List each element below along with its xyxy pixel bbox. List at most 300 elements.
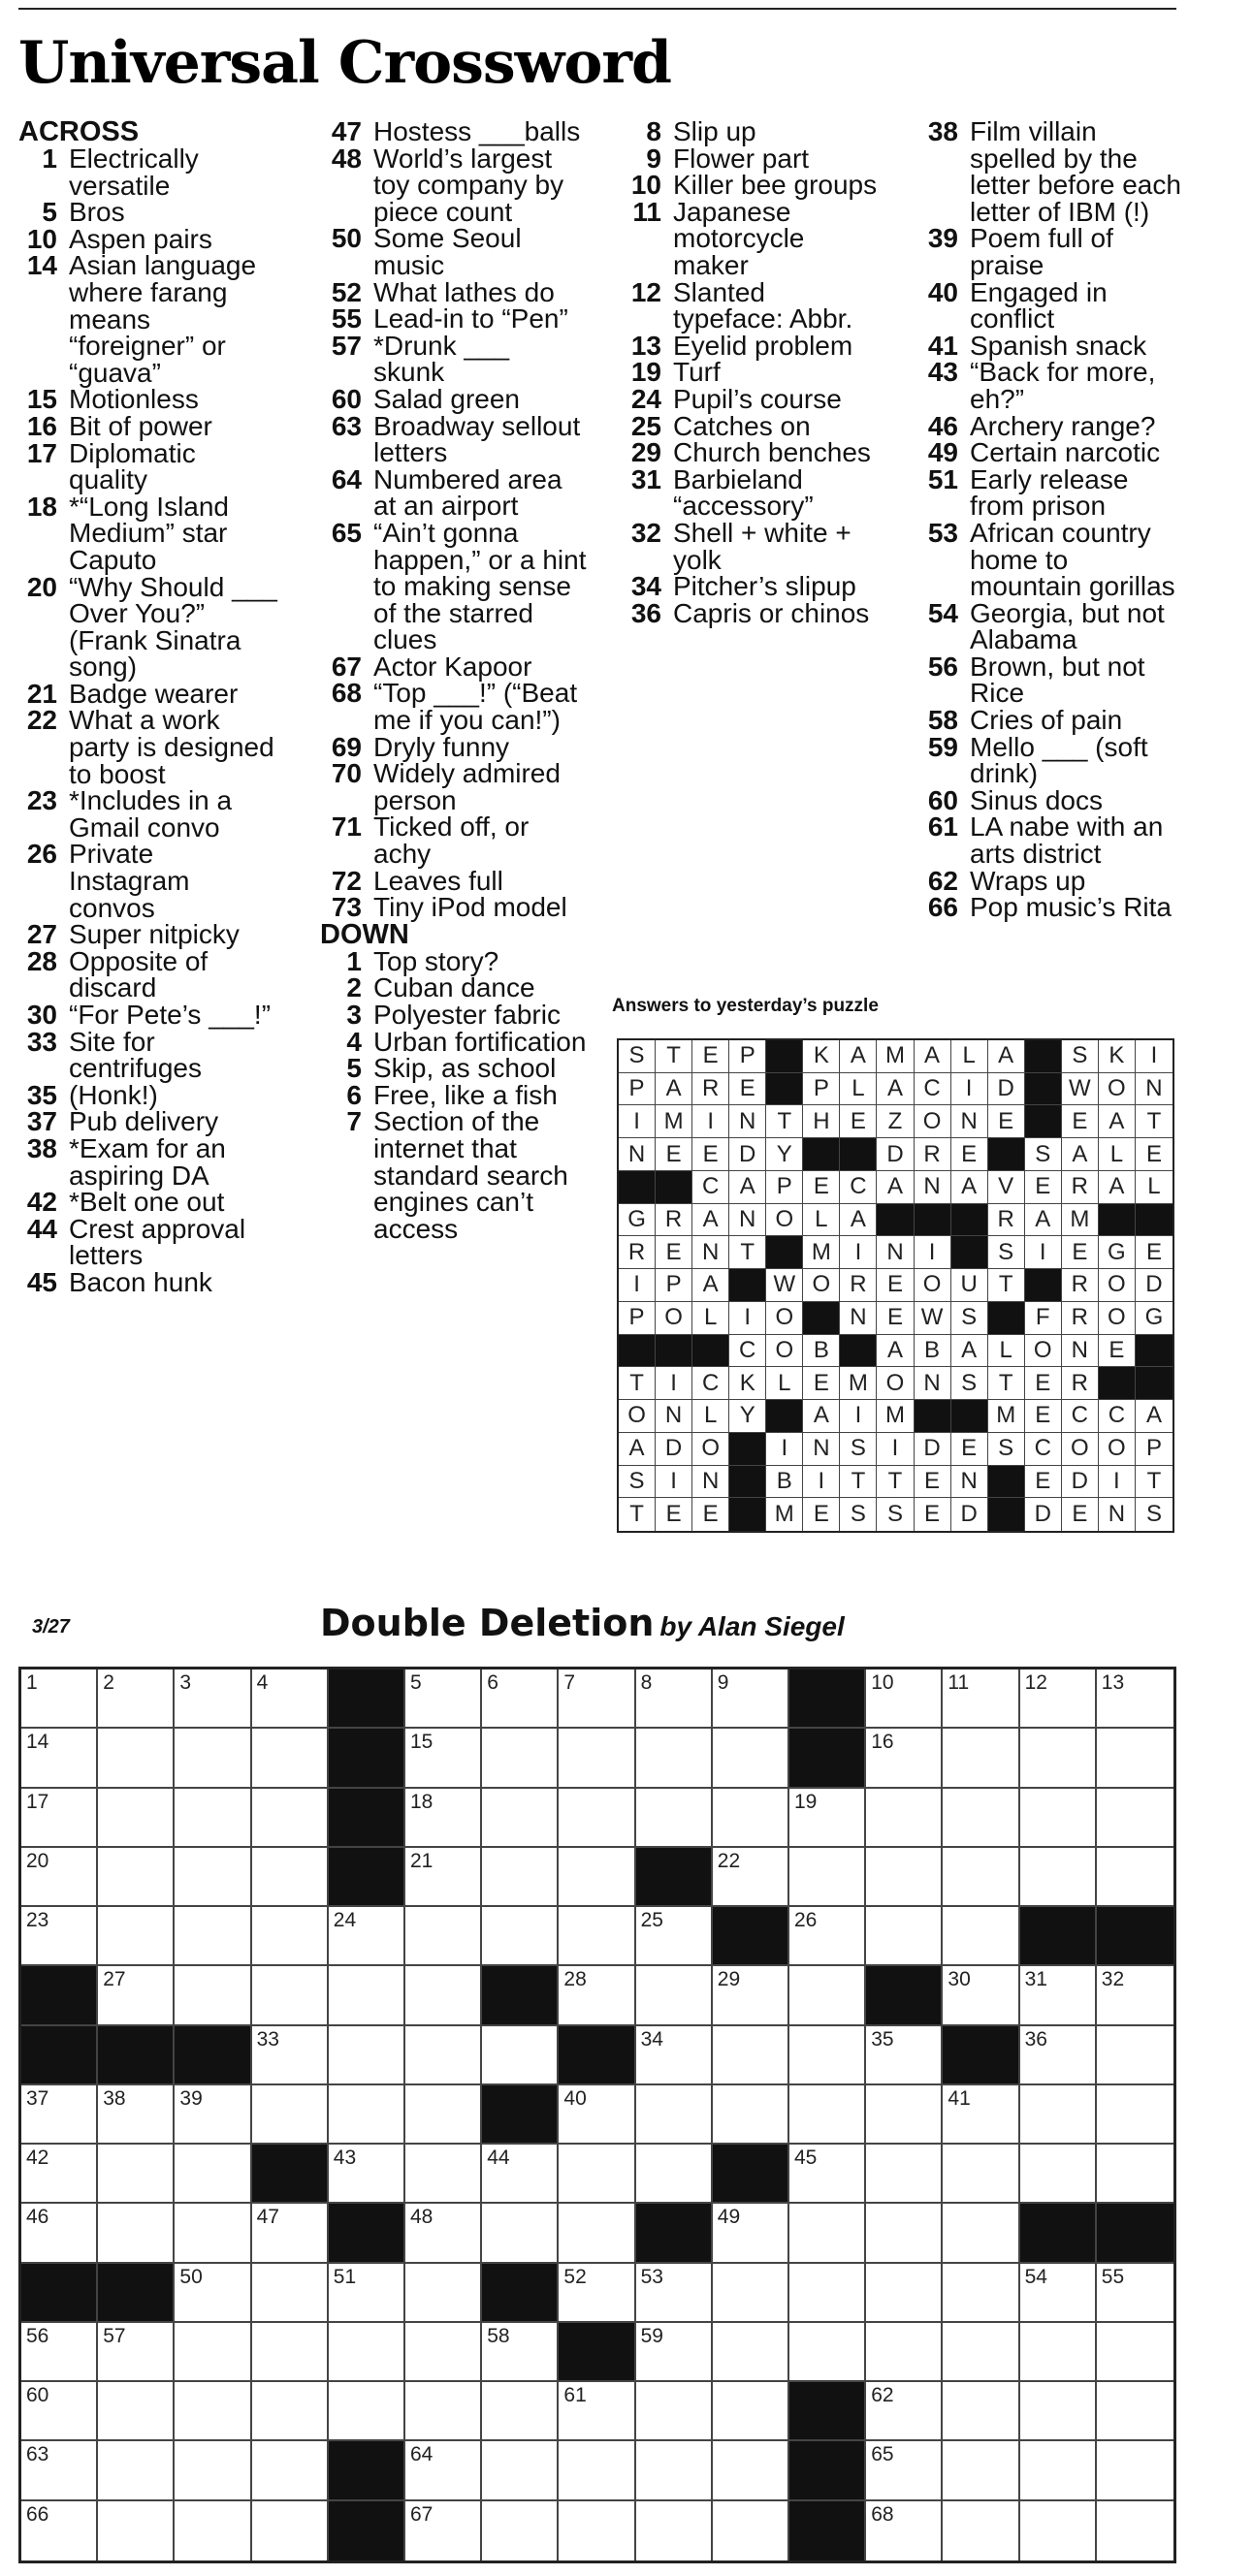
grid-cell[interactable] <box>1097 1966 1173 2025</box>
grid-cell[interactable] <box>866 2264 943 2323</box>
grid-cell[interactable] <box>866 2145 943 2204</box>
grid-cell[interactable] <box>21 2441 98 2500</box>
grid-cell[interactable] <box>789 1966 866 2025</box>
answer-cell: E <box>1025 1400 1062 1433</box>
answer-cell: E <box>1136 1138 1173 1171</box>
grid-cell[interactable] <box>252 2382 329 2441</box>
grid-cell[interactable] <box>405 1670 482 1729</box>
grid-cell[interactable] <box>98 2204 175 2263</box>
grid-cell[interactable] <box>1097 2264 1173 2323</box>
answer-cell: E <box>840 1105 877 1138</box>
grid-cell[interactable] <box>329 2145 405 2204</box>
clue-column-1 <box>18 118 280 1296</box>
grid-cell[interactable] <box>943 2382 1019 2441</box>
answer-cell: B <box>803 1335 840 1368</box>
grid-cell[interactable] <box>1020 2085 1097 2145</box>
grid-cell[interactable] <box>175 1907 251 1966</box>
answer-block <box>1025 1073 1062 1106</box>
grid-cell[interactable] <box>789 2323 866 2382</box>
grid-cell[interactable] <box>175 1848 251 1907</box>
clue-text: Barbieland “accessory” <box>673 463 814 522</box>
grid-cell[interactable] <box>175 2085 251 2145</box>
grid-cell[interactable] <box>713 2264 789 2323</box>
grid-number: 41 <box>948 2086 971 2110</box>
clue-text: Bacon hunk <box>69 1266 212 1297</box>
grid-cell[interactable] <box>21 1848 98 1907</box>
grid-cell[interactable] <box>482 2441 559 2500</box>
grid-cell[interactable] <box>636 1966 713 2025</box>
grid-cell[interactable] <box>559 1907 635 1966</box>
grid-cell[interactable] <box>482 2026 559 2085</box>
grid-cell[interactable] <box>636 2264 713 2323</box>
answer-cell: G <box>1099 1236 1136 1269</box>
answer-cell: D <box>729 1138 766 1171</box>
across-clue-10 <box>18 223 280 254</box>
grid-cell[interactable] <box>1097 1729 1173 1788</box>
answer-cell: M <box>988 1400 1025 1433</box>
grid-cell[interactable] <box>1097 2501 1173 2560</box>
grid-cell[interactable] <box>943 2145 1019 2204</box>
grid-cell[interactable] <box>405 2382 482 2441</box>
grid-number: 66 <box>26 2502 49 2526</box>
answer-cell: N <box>803 1433 840 1466</box>
grid-cell[interactable] <box>713 2382 789 2441</box>
grid-cell[interactable] <box>789 1789 866 1848</box>
grid-cell[interactable] <box>175 2441 251 2500</box>
clue-text: Church benches <box>673 437 871 468</box>
grid-cell[interactable] <box>252 1789 329 1848</box>
grid-cell[interactable] <box>713 2323 789 2382</box>
clue-number: 68 <box>331 678 362 709</box>
grid-cell[interactable] <box>21 2145 98 2204</box>
grid-cell[interactable] <box>1020 1789 1097 1848</box>
grid-number: 21 <box>409 1849 434 1872</box>
grid-cell[interactable] <box>252 1729 329 1788</box>
grid-cell[interactable] <box>175 1670 251 1729</box>
grid-cell[interactable] <box>252 2026 329 2085</box>
grid-cell[interactable] <box>21 2501 98 2560</box>
answer-cell: P <box>803 1073 840 1106</box>
grid-cell[interactable] <box>559 1789 635 1848</box>
answer-cell: D <box>915 1433 951 1466</box>
grid-cell[interactable] <box>482 2204 559 2263</box>
answer-cell: A <box>619 1433 656 1466</box>
answer-cell: W <box>915 1302 951 1335</box>
answer-cell: S <box>951 1367 988 1400</box>
grid-cell[interactable] <box>636 2501 713 2560</box>
grid-cell[interactable] <box>713 1729 789 1788</box>
clue-number: 27 <box>26 919 57 950</box>
grid-cell[interactable] <box>789 2145 866 2204</box>
grid-cell[interactable] <box>405 2085 482 2145</box>
grid-cell[interactable] <box>175 2323 251 2382</box>
grid-cell[interactable] <box>1020 2501 1097 2560</box>
down-clue-60 <box>916 784 1183 815</box>
grid-cell[interactable] <box>98 1848 175 1907</box>
grid-cell[interactable] <box>21 1670 98 1729</box>
grid-block <box>329 1789 405 1848</box>
grid-number: 15 <box>409 1731 434 1754</box>
across-clue-65 <box>320 517 587 655</box>
grid-cell[interactable] <box>329 1907 405 1966</box>
answer-cell: V <box>988 1171 1025 1204</box>
answer-cell: I <box>915 1236 951 1269</box>
clue-number: 50 <box>331 223 362 254</box>
clue-text: Some Seoul music <box>373 223 522 280</box>
clue-text: Japanese motorcycle maker <box>673 196 805 280</box>
grid-cell[interactable] <box>636 1670 713 1729</box>
answer-cell: I <box>656 1466 692 1499</box>
answer-block <box>1136 1367 1173 1400</box>
grid-cell[interactable] <box>482 2323 559 2382</box>
grid-cell[interactable] <box>21 1789 98 1848</box>
answer-block <box>766 1236 803 1269</box>
grid-cell[interactable] <box>21 1907 98 1966</box>
grid-cell[interactable] <box>943 2501 1019 2560</box>
grid-cell[interactable] <box>789 1907 866 1966</box>
grid-cell[interactable] <box>252 2323 329 2382</box>
grid-number: 14 <box>26 1731 49 1754</box>
grid-cell[interactable] <box>21 2085 98 2145</box>
answer-cell: D <box>988 1073 1025 1106</box>
grid-cell[interactable] <box>559 1729 635 1788</box>
across-clue-42 <box>18 1189 280 1216</box>
grid-cell[interactable] <box>789 1848 866 1907</box>
grid-cell[interactable] <box>98 1907 175 1966</box>
grid-cell[interactable] <box>329 2323 405 2382</box>
grid-cell[interactable] <box>98 1789 175 1848</box>
clue-number: 69 <box>331 731 362 762</box>
grid-cell[interactable] <box>98 2323 175 2382</box>
answer-cell: E <box>692 1040 729 1073</box>
grid-cell[interactable] <box>252 2085 329 2145</box>
grid-cell[interactable] <box>943 2441 1019 2500</box>
clue-text: Badge wearer <box>69 678 239 709</box>
grid-cell[interactable] <box>866 2382 943 2441</box>
grid-cell[interactable] <box>943 1966 1019 2025</box>
grid-cell[interactable] <box>713 1789 789 1848</box>
grid-cell[interactable] <box>98 2382 175 2441</box>
grid-cell[interactable] <box>559 2085 635 2145</box>
grid-cell[interactable] <box>1097 1848 1173 1907</box>
grid-cell[interactable] <box>559 1966 635 2025</box>
answer-cell: O <box>1099 1269 1136 1302</box>
grid-cell[interactable] <box>866 2441 943 2500</box>
down-clue-13 <box>611 330 878 361</box>
down-clue-46 <box>916 410 1183 441</box>
grid-cell[interactable] <box>1020 2026 1097 2085</box>
grid-cell[interactable] <box>1020 1848 1097 1907</box>
grid-cell[interactable] <box>713 1966 789 2025</box>
grid-cell[interactable] <box>175 1729 251 1788</box>
grid-cell[interactable] <box>482 1670 559 1729</box>
grid-cell[interactable] <box>636 2382 713 2441</box>
across-clue-28 <box>18 945 280 1003</box>
grid-cell[interactable] <box>559 2204 635 2263</box>
answer-cell: L <box>692 1302 729 1335</box>
answer-cell: B <box>915 1335 951 1368</box>
grid-cell[interactable] <box>636 1907 713 1966</box>
grid-cell[interactable] <box>713 2026 789 2085</box>
grid-cell[interactable] <box>866 2026 943 2085</box>
clue-number: 20 <box>26 571 57 602</box>
across-clue-18 <box>18 493 280 574</box>
grid-cell[interactable] <box>943 1670 1019 1729</box>
grid-cell[interactable] <box>559 1670 635 1729</box>
answer-cell: I <box>803 1466 840 1499</box>
grid-cell[interactable] <box>1020 2382 1097 2441</box>
grid-cell[interactable] <box>482 2382 559 2441</box>
grid-cell[interactable] <box>559 2441 635 2500</box>
answer-cell: A <box>656 1073 692 1106</box>
grid-cell[interactable] <box>559 1848 635 1907</box>
grid-cell[interactable] <box>405 2204 482 2263</box>
answer-cell: N <box>1136 1073 1173 1106</box>
grid-cell[interactable] <box>482 1789 559 1848</box>
grid-cell[interactable] <box>943 1729 1019 1788</box>
grid-cell[interactable] <box>175 1789 251 1848</box>
grid-number: 36 <box>1024 2027 1047 2051</box>
answer-cell: S <box>840 1498 877 1531</box>
answer-cell: A <box>692 1204 729 1237</box>
grid-cell[interactable] <box>329 2085 405 2145</box>
clue-text: Early release from prison <box>970 463 1129 522</box>
clue-number: 71 <box>331 811 362 843</box>
grid-cell[interactable] <box>329 1966 405 2025</box>
clue-text: Georgia, but not Alabama <box>970 597 1165 655</box>
clue-number: 8 <box>646 116 661 146</box>
grid-cell[interactable] <box>98 2441 175 2500</box>
grid-number: 53 <box>640 2265 663 2288</box>
answer-cell: O <box>766 1335 803 1368</box>
grid-cell[interactable] <box>1097 1789 1173 1848</box>
answer-cell: I <box>692 1105 729 1138</box>
grid-cell[interactable] <box>789 2264 866 2323</box>
grid-cell[interactable] <box>21 2204 98 2263</box>
grid-cell[interactable] <box>943 2323 1019 2382</box>
grid-cell[interactable] <box>405 2026 482 2085</box>
grid-cell[interactable] <box>1020 2264 1097 2323</box>
grid-cell[interactable] <box>713 2204 789 2263</box>
down-clue-5 <box>320 1055 587 1082</box>
grid-cell[interactable] <box>866 1729 943 1788</box>
grid-cell[interactable] <box>559 2264 635 2323</box>
grid-number: 47 <box>256 2206 279 2229</box>
grid-cell[interactable] <box>405 2323 482 2382</box>
grid-cell[interactable] <box>713 1670 789 1729</box>
grid-cell[interactable] <box>636 2145 713 2204</box>
answer-cell: I <box>840 1236 877 1269</box>
clue-text: Turf <box>673 357 721 388</box>
clue-number: 60 <box>331 383 362 414</box>
grid-cell[interactable] <box>559 2501 635 2560</box>
grid-cell[interactable] <box>1097 1670 1173 1729</box>
grid-cell[interactable] <box>405 2264 482 2323</box>
clue-text: Capris or chinos <box>673 597 870 628</box>
grid-cell[interactable] <box>252 1848 329 1907</box>
grid-block <box>98 2264 175 2323</box>
grid-cell[interactable] <box>98 2501 175 2560</box>
answer-block <box>915 1204 951 1237</box>
grid-cell[interactable] <box>866 1848 943 1907</box>
grid-cell[interactable] <box>405 1789 482 1848</box>
grid-cell[interactable] <box>175 2204 251 2263</box>
grid-cell[interactable] <box>1097 2085 1173 2145</box>
grid-cell[interactable] <box>405 2145 482 2204</box>
grid-cell[interactable] <box>1097 2382 1173 2441</box>
answer-cell: D <box>1062 1466 1099 1499</box>
grid-cell[interactable] <box>98 1670 175 1729</box>
grid-cell[interactable] <box>636 2085 713 2145</box>
grid-cell[interactable] <box>559 2382 635 2441</box>
clue-text: Private Instagram convos <box>69 839 190 923</box>
answer-block <box>1025 1269 1062 1302</box>
grid-cell[interactable] <box>252 1966 329 2025</box>
clue-number: 52 <box>331 276 362 307</box>
grid-number: 9 <box>717 1671 729 1694</box>
grid-cell[interactable] <box>175 2145 251 2204</box>
grid-cell[interactable] <box>175 2382 251 2441</box>
answer-cell: D <box>1025 1498 1062 1531</box>
clue-number: 62 <box>927 865 958 896</box>
grid-cell[interactable] <box>866 2085 943 2145</box>
grid-cell[interactable] <box>252 1670 329 1729</box>
down-clue-56 <box>916 653 1183 707</box>
grid-cell[interactable] <box>329 2264 405 2323</box>
clue-text: “Ain’t gonna happen,” or a hint to making sense of the starred clues <box>373 517 587 655</box>
grid-cell[interactable] <box>943 1789 1019 1848</box>
grid-number: 16 <box>871 1731 894 1754</box>
grid-cell[interactable] <box>252 2501 329 2560</box>
grid-cell[interactable] <box>1020 2441 1097 2500</box>
grid-cell[interactable] <box>866 2204 943 2263</box>
grid-cell[interactable] <box>405 1729 482 1788</box>
grid-number: 55 <box>1101 2265 1125 2288</box>
grid-cell[interactable] <box>866 1789 943 1848</box>
clue-text: Slanted typeface: Abbr. <box>673 276 853 334</box>
grid-cell[interactable] <box>866 2501 943 2560</box>
grid-cell[interactable] <box>1097 2026 1173 2085</box>
down-clue-62 <box>916 865 1183 896</box>
grid-cell[interactable] <box>405 1848 482 1907</box>
grid-block <box>482 2264 559 2323</box>
grid-cell[interactable] <box>1020 1729 1097 1788</box>
answer-cell: S <box>1025 1138 1062 1171</box>
grid-cell[interactable] <box>636 2441 713 2500</box>
grid-cell[interactable] <box>175 2501 251 2560</box>
clue-text: Eyelid problem <box>673 330 853 361</box>
grid-cell[interactable] <box>329 2382 405 2441</box>
across-clue-22 <box>18 707 280 787</box>
grid-cell[interactable] <box>1020 2323 1097 2382</box>
down-clue-6 <box>320 1079 587 1110</box>
grid-cell[interactable] <box>175 2264 251 2323</box>
clue-number: 37 <box>26 1106 57 1137</box>
grid-cell[interactable] <box>636 1789 713 1848</box>
grid-cell[interactable] <box>98 2145 175 2204</box>
grid-cell[interactable] <box>252 2264 329 2323</box>
grid-number: 59 <box>640 2324 663 2347</box>
down-clue-51 <box>916 463 1183 522</box>
clue-text: Brown, but not Rice <box>970 651 1145 709</box>
answer-cell: N <box>1099 1498 1136 1531</box>
down-clue-24 <box>611 383 878 414</box>
clue-number: 60 <box>927 784 958 815</box>
grid-cell[interactable] <box>252 1907 329 1966</box>
grid-cell[interactable] <box>789 2026 866 2085</box>
clue-number: 12 <box>630 276 661 307</box>
grid-cell[interactable] <box>1020 2145 1097 2204</box>
grid-cell[interactable] <box>943 2085 1019 2145</box>
grid-cell[interactable] <box>482 2501 559 2560</box>
grid-number: 42 <box>26 2147 49 2170</box>
grid-cell[interactable] <box>482 1848 559 1907</box>
grid-cell[interactable] <box>866 2323 943 2382</box>
grid-cell[interactable] <box>98 1729 175 1788</box>
grid-cell[interactable] <box>1020 1966 1097 2025</box>
grid-cell[interactable] <box>636 2323 713 2382</box>
grid-cell[interactable] <box>713 1848 789 1907</box>
grid-cell[interactable] <box>405 1907 482 1966</box>
grid-cell[interactable] <box>175 1966 251 2025</box>
grid-cell[interactable] <box>1097 2323 1173 2382</box>
grid-cell[interactable] <box>405 2441 482 2500</box>
grid-cell[interactable] <box>482 2145 559 2204</box>
answer-cell: N <box>1062 1335 1099 1368</box>
grid-cell[interactable] <box>789 2204 866 2263</box>
grid-cell[interactable] <box>559 2145 635 2204</box>
answer-cell: L <box>766 1367 803 1400</box>
grid-cell[interactable] <box>866 1907 943 1966</box>
grid-cell[interactable] <box>252 2204 329 2263</box>
grid-cell[interactable] <box>482 1729 559 1788</box>
grid-cell[interactable] <box>943 1848 1019 1907</box>
clue-text: Cries of pain <box>970 705 1123 736</box>
grid-cell[interactable] <box>943 1907 1019 1966</box>
grid-cell[interactable] <box>21 1729 98 1788</box>
answer-cell: N <box>915 1171 951 1204</box>
across-clue-73 <box>320 894 587 921</box>
grid-cell[interactable] <box>713 2501 789 2560</box>
grid-cell[interactable] <box>405 1966 482 2025</box>
answer-cell: I <box>1025 1236 1062 1269</box>
clue-text: Dryly funny <box>373 731 510 762</box>
grid-cell[interactable] <box>252 2441 329 2500</box>
grid-cell[interactable] <box>943 2264 1019 2323</box>
clue-text: Urban fortification <box>373 1026 587 1057</box>
grid-cell[interactable] <box>329 2026 405 2085</box>
grid-block <box>21 2264 98 2323</box>
grid-cell[interactable] <box>943 2204 1019 2263</box>
grid-cell[interactable] <box>789 2085 866 2145</box>
down-clue-29 <box>611 439 878 466</box>
clue-text: Salad green <box>373 383 521 414</box>
grid-cell[interactable] <box>98 2085 175 2145</box>
grid-cell[interactable] <box>405 2501 482 2560</box>
grid-cell[interactable] <box>636 1729 713 1788</box>
grid-cell[interactable] <box>21 2323 98 2382</box>
grid-cell[interactable] <box>1020 1670 1097 1729</box>
grid-cell[interactable] <box>866 1670 943 1729</box>
grid-cell[interactable] <box>636 2026 713 2085</box>
grid-cell[interactable] <box>713 2085 789 2145</box>
grid-cell[interactable] <box>21 2382 98 2441</box>
grid-cell[interactable] <box>1097 2441 1173 2500</box>
grid-cell[interactable] <box>713 2441 789 2500</box>
grid-cell[interactable] <box>1097 2145 1173 2204</box>
grid-cell[interactable] <box>98 1966 175 2025</box>
grid-cell[interactable] <box>482 1907 559 1966</box>
